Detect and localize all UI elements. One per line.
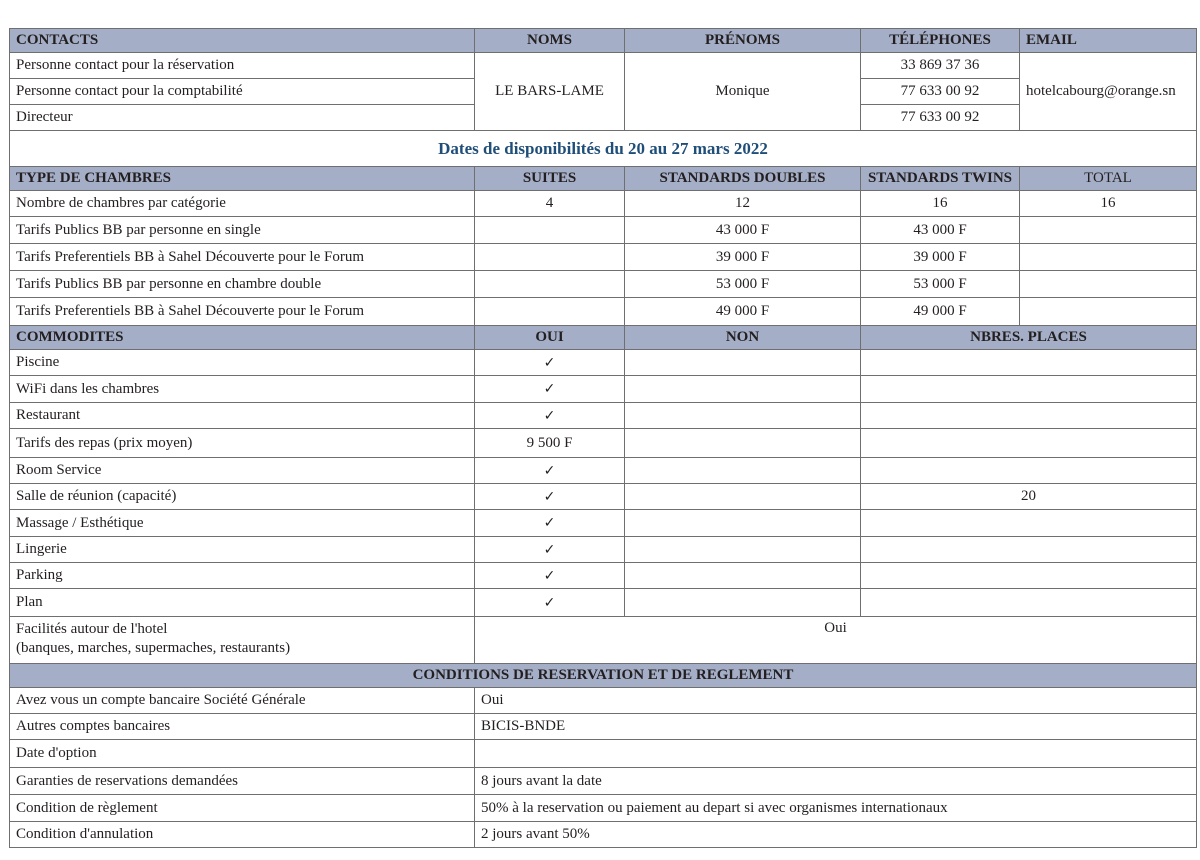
room-total: 16 — [1020, 191, 1197, 217]
amenity-label: Lingerie — [10, 537, 475, 563]
amenities-header-row — [10, 326, 1197, 350]
nbres-places-header: NBRES. PLACES — [861, 326, 1197, 350]
telephones-header: TÉLÉPHONES — [861, 29, 1020, 53]
contact-prenom: Monique — [625, 53, 861, 131]
room-label: Tarifs Publics BB par personne en single — [10, 217, 475, 244]
room-twins: 43 000 F — [861, 217, 1020, 244]
room-suites — [475, 244, 625, 271]
amenity-label: Restaurant — [10, 403, 475, 429]
room-doubles: 12 — [625, 191, 861, 217]
contacts-header: CONTACTS — [10, 29, 475, 53]
condition-row — [10, 740, 1197, 768]
amenity-label: Piscine — [10, 350, 475, 376]
standards-doubles-header: STANDARDS DOUBLES — [625, 167, 861, 191]
amenity-row — [10, 510, 1197, 537]
non-header: NON — [625, 326, 861, 350]
amenity-label: Salle de réunion (capacité) — [10, 484, 475, 510]
amenity-label: WiFi dans les chambres — [10, 376, 475, 403]
room-label: Tarifs Preferentiels BB à Sahel Découverte pour le Forum — [10, 244, 475, 271]
amenity-non — [625, 458, 861, 484]
facilities-label — [10, 617, 475, 664]
amenity-non — [625, 403, 861, 429]
condition-value: Oui — [475, 688, 1197, 714]
amenity-meal-price: 9 500 F — [475, 429, 625, 458]
amenity-non — [625, 589, 861, 617]
facilities-label-line1: Facilités autour de l'hotel — [16, 621, 168, 637]
room-type-header: TYPE DE CHAMBRES — [10, 167, 475, 191]
contact-email: hotelcabourg@orange.sn — [1020, 53, 1197, 131]
room-doubles: 53 000 F — [625, 271, 861, 298]
amenity-non — [625, 537, 861, 563]
amenity-row — [10, 403, 1197, 429]
room-doubles: 43 000 F — [625, 217, 861, 244]
room-suites: 4 — [475, 191, 625, 217]
room-row — [10, 191, 1197, 217]
room-total — [1020, 298, 1197, 326]
amenity-places — [861, 589, 1197, 617]
amenity-places — [861, 429, 1197, 458]
condition-value: 50% à la reservation ou paiement au depart si avec organismes internationaux — [475, 795, 1197, 822]
amenity-row — [10, 537, 1197, 563]
suites-header: SUITES — [475, 167, 625, 191]
hotel-info-sheet — [9, 28, 1197, 848]
amenity-label: Room Service — [10, 458, 475, 484]
room-label: Nombre de chambres par catégorie — [10, 191, 475, 217]
contact-phone: 77 633 00 92 — [861, 79, 1020, 105]
condition-label: Date d'option — [10, 740, 475, 768]
amenity-row — [10, 484, 1197, 510]
contact-phone: 33 869 37 36 — [861, 53, 1020, 79]
check-icon: ✓ — [475, 537, 625, 563]
amenity-places — [861, 537, 1197, 563]
contacts-header-row — [10, 29, 1197, 53]
rooms-header-row — [10, 167, 1197, 191]
room-twins: 49 000 F — [861, 298, 1020, 326]
amenity-places — [861, 563, 1197, 589]
room-label: Tarifs Preferentiels BB à Sahel Découverte pour le Forum — [10, 298, 475, 326]
availability-title-row — [10, 131, 1197, 167]
condition-value: 2 jours avant 50% — [475, 822, 1197, 848]
amenity-row — [10, 458, 1197, 484]
room-total — [1020, 244, 1197, 271]
check-icon: ✓ — [475, 563, 625, 589]
room-twins: 16 — [861, 191, 1020, 217]
condition-row — [10, 688, 1197, 714]
condition-row — [10, 768, 1197, 795]
check-icon: ✓ — [475, 589, 625, 617]
room-total — [1020, 271, 1197, 298]
room-suites — [475, 298, 625, 326]
check-icon: ✓ — [475, 510, 625, 537]
conditions-header-row — [10, 664, 1197, 688]
amenity-non — [625, 429, 861, 458]
amenity-label: Tarifs des repas (prix moyen) — [10, 429, 475, 458]
amenity-places — [861, 403, 1197, 429]
amenity-row — [10, 350, 1197, 376]
room-row — [10, 298, 1197, 326]
contact-phone: 77 633 00 92 — [861, 105, 1020, 131]
total-header: TOTAL — [1020, 167, 1197, 191]
room-doubles: 39 000 F — [625, 244, 861, 271]
amenity-label: Massage / Esthétique — [10, 510, 475, 537]
meeting-room-capacity: 20 — [861, 484, 1197, 510]
amenity-label: Plan — [10, 589, 475, 617]
standards-twins-header: STANDARDS TWINS — [861, 167, 1020, 191]
contact-row — [10, 53, 1197, 79]
condition-row — [10, 714, 1197, 740]
amenity-row — [10, 589, 1197, 617]
amenity-row — [10, 376, 1197, 403]
facilities-label-line2: (banques, marches, supermaches, restaurants) — [16, 640, 291, 656]
condition-label: Avez vous un compte bancaire Société Générale — [10, 688, 475, 714]
condition-value: 8 jours avant la date — [475, 768, 1197, 795]
room-label: Tarifs Publics BB par personne en chambre double — [10, 271, 475, 298]
condition-label: Condition d'annulation — [10, 822, 475, 848]
amenity-places — [861, 350, 1197, 376]
amenity-non — [625, 376, 861, 403]
noms-header: NOMS — [475, 29, 625, 53]
availability-title: Dates de disponibilités du 20 au 27 mars 2022 — [10, 131, 1197, 167]
check-icon: ✓ — [475, 350, 625, 376]
amenity-places — [861, 458, 1197, 484]
amenity-non — [625, 510, 861, 537]
room-row — [10, 271, 1197, 298]
amenity-non — [625, 350, 861, 376]
room-suites — [475, 217, 625, 244]
contact-label: Personne contact pour la réservation — [10, 53, 475, 79]
room-twins: 53 000 F — [861, 271, 1020, 298]
condition-row — [10, 822, 1197, 848]
room-row — [10, 217, 1197, 244]
condition-label: Condition de règlement — [10, 795, 475, 822]
room-doubles: 49 000 F — [625, 298, 861, 326]
commodites-header: COMMODITES — [10, 326, 475, 350]
contact-label: Directeur — [10, 105, 475, 131]
facilities-row — [10, 617, 1197, 664]
check-icon: ✓ — [475, 403, 625, 429]
oui-header: OUI — [475, 326, 625, 350]
amenity-places — [861, 510, 1197, 537]
condition-row — [10, 795, 1197, 822]
contact-nom: LE BARS-LAME — [475, 53, 625, 131]
contact-label: Personne contact pour la comptabilité — [10, 79, 475, 105]
amenity-places — [861, 376, 1197, 403]
amenity-row — [10, 563, 1197, 589]
amenity-row — [10, 429, 1197, 458]
condition-label: Garanties de reservations demandées — [10, 768, 475, 795]
room-suites — [475, 271, 625, 298]
facilities-value: Oui — [475, 617, 1197, 664]
check-icon: ✓ — [475, 458, 625, 484]
room-row — [10, 244, 1197, 271]
check-icon: ✓ — [475, 376, 625, 403]
conditions-header: CONDITIONS DE RESERVATION ET DE REGLEMENT — [10, 664, 1197, 688]
condition-value: BICIS-BNDE — [475, 714, 1197, 740]
amenity-non — [625, 484, 861, 510]
amenity-non — [625, 563, 861, 589]
room-total — [1020, 217, 1197, 244]
email-header: EMAIL — [1020, 29, 1197, 53]
prenoms-header: PRÉNOMS — [625, 29, 861, 53]
room-twins: 39 000 F — [861, 244, 1020, 271]
condition-label: Autres comptes bancaires — [10, 714, 475, 740]
amenity-label: Parking — [10, 563, 475, 589]
check-icon: ✓ — [475, 484, 625, 510]
condition-value — [475, 740, 1197, 768]
